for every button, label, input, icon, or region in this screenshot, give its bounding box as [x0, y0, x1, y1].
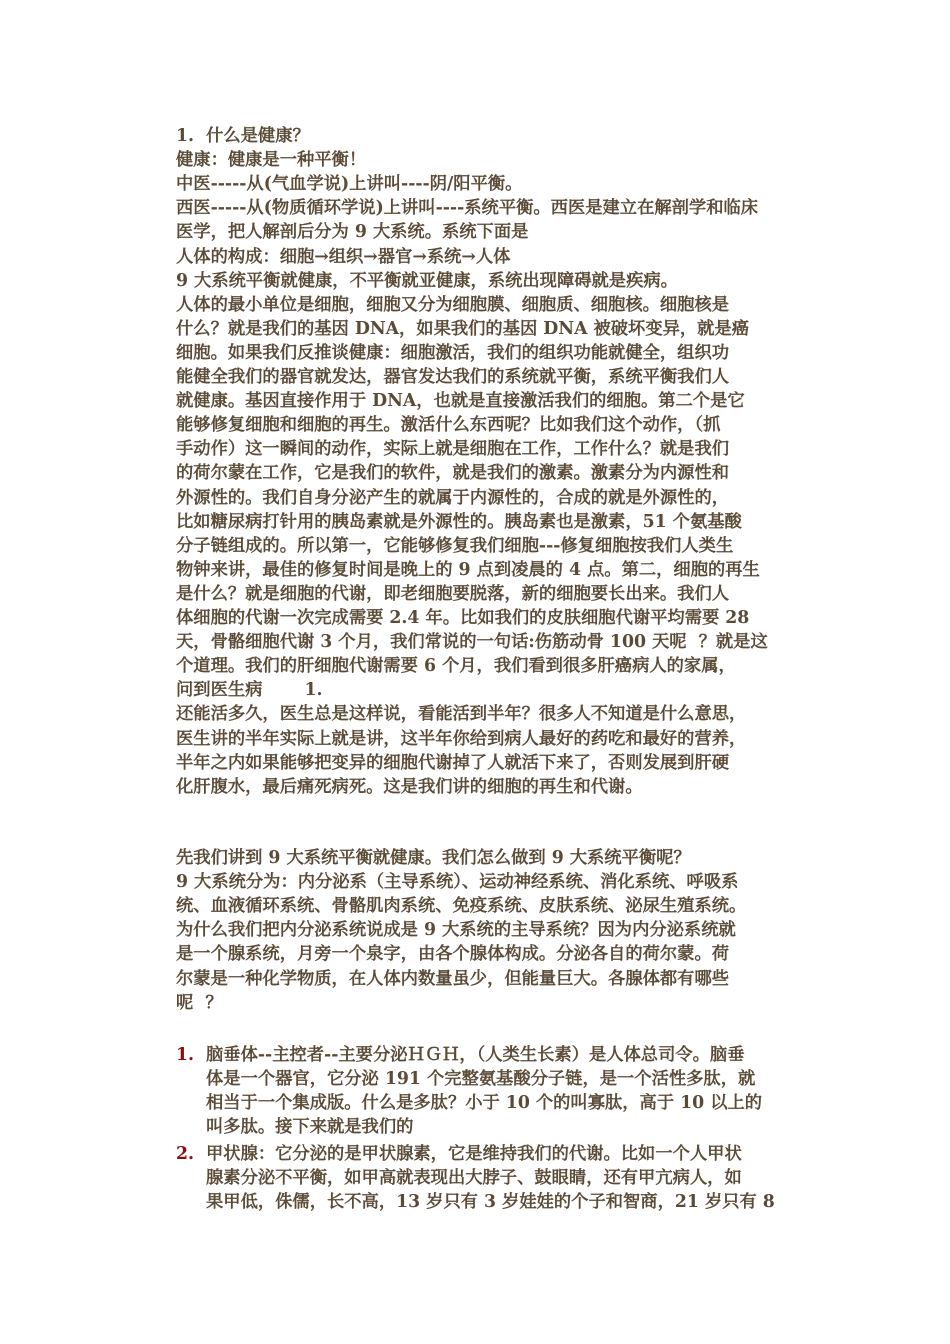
paragraph-line: 健康：健康是一种平衡！	[176, 150, 367, 171]
paragraph-line: 就健康。基因直接作用于 DNA，也就是直接激活我们的细胞。第二个是它	[176, 391, 745, 412]
paragraph-line: 为什么我们把内分泌系统说成是 9 大系统的主导系统？因为内分泌系统就	[176, 920, 736, 941]
paragraph-line: 问到医生病 1.	[176, 680, 323, 701]
list-number: 2.	[176, 1144, 195, 1164]
paragraph-line: 细胞。如果我们反推谈健康：细胞激活，我们的组织功能就健全，组织功	[176, 342, 730, 363]
paragraph-line: 体细胞的代谢一次完成需要 2.4 年。比如我们的皮肤细胞代谢平均需要 28	[176, 608, 750, 628]
paragraph-line: 能健全我们的器官就发达，器官发达我们的系统就平衡，系统平衡我们人	[176, 367, 730, 387]
paragraph-line: 外源性的。我们自身分泌产生的就属于内源性的，合成的就是外源性的，	[176, 487, 730, 508]
paragraph-line: 还能活多久，医生总是这样说，看能活到半年？很多人不知道是什么意思，	[176, 704, 747, 725]
paragraph-line: 西医-----从(物质循环学说)上讲叫----系统平衡。西医是建立在解剖学和临床	[176, 198, 759, 219]
paragraph-line: 医学，把人解剖后分为 9 大系统。系统下面是	[176, 222, 529, 243]
list-item-line: 脑垂体--主控者--主要分泌ＨＧＨ，（人类生长素）是人体总司令。脑垂	[206, 1045, 745, 1065]
paragraph-line: 天，骨骼细胞代谢 3 个月，我们常说的一句话:伤筋动骨 100 天呢 ？就是这	[176, 632, 768, 653]
paragraph-line: 人体的构成：细胞→组织→器官→系统→人体	[176, 246, 511, 267]
paragraph-line: 医生讲的半年实际上就是讲，这半年你给到病人最好的药吃和最好的营养，	[176, 728, 747, 749]
paragraph-line: 个道理。我们的肝细胞代谢需要 6 个月，我们看到很多肝癌病人的家属，	[176, 656, 736, 677]
paragraph-line: 能够修复细胞和细胞的再生。激活什么东西呢？比如我们这个动作，（抓	[176, 415, 721, 436]
paragraph-line: 9 大系统分为：内分泌系（主导系统）、运动神经系统、消化系统、呼吸系	[176, 872, 739, 893]
list-item-line: 相当于一个集成版。什么是多肽？小于 10 个的叫寡肽，高于 10 以上的	[206, 1093, 763, 1114]
paragraph-line: 物钟来讲，最佳的修复时间是晚上的 9 点到凌晨的 4 点。第二，细胞的再生	[176, 559, 760, 580]
list-item-line: 体是一个器官，它分泌 191 个完整氨基酸分子链，是一个活性多肽，就	[206, 1069, 756, 1090]
paragraph-line: 尔蒙是一种化学物质，在人体内数量虽少，但能量巨大。各腺体都有哪些	[176, 968, 730, 989]
paragraph-line: 统、血液循环系统、骨骼肌肉系统、免疫系统、皮肤系统、泌尿生殖系统。	[176, 896, 747, 917]
paragraph-line: 什么？就是我们的基因 DNA，如果我们的基因 DNA 被破坏变异，就是癌	[176, 318, 750, 339]
paragraph-line: 中医-----从(气血学说)上讲叫----阴/阳平衡。	[176, 174, 523, 195]
list-item-line: 果甲低，侏儒，长不高，13 岁只有 3 岁娃娃的个子和智商，21 岁只有 8	[206, 1192, 775, 1213]
paragraph-line: 人体的最小单位是细胞，细胞又分为细胞膜、细胞质、细胞核。细胞核是	[176, 294, 730, 315]
list-item-line: 叫多肽。接下来就是我们的	[206, 1117, 414, 1138]
paragraph-line: 化肝腹水，最后痛死病死。这是我们讲的细胞的再生和代谢。	[176, 776, 643, 797]
paragraph-line: 是什么？就是细胞的代谢，即老细胞要脱落，新的细胞要长出来。我们人	[176, 583, 730, 604]
paragraph-line: 9 大系统平衡就健康，不平衡就亚健康，系统出现障碍就是疾病。	[176, 270, 678, 291]
paragraph-line: 的荷尔蒙在工作，它是我们的软件，就是我们的激素。激素分为内源性和	[176, 463, 730, 484]
paragraph-line: 是一个腺系统，月旁一个泉字，由各个腺体构成。分泌各自的荷尔蒙。荷	[176, 944, 730, 965]
paragraph-line: 手动作）这一瞬间的动作，实际上就是细胞在工作，工作什么？就是我们	[176, 439, 730, 460]
paragraph-line: 1. 什么是健康？	[176, 126, 310, 146]
paragraph-line: 半年之内如果能够把变异的细胞代谢掉了人就活下来了，否则发展到肝硬	[176, 752, 730, 773]
paragraph-line: 先我们讲到 9 大系统平衡就健康。我们怎么做到 9 大系统平衡呢？	[176, 848, 691, 868]
list-number: 1.	[176, 1045, 195, 1065]
list-item-line: 甲状腺：它分泌的是甲状腺素，它是维持我们的代谢。比如一个人甲状	[206, 1144, 742, 1164]
paragraph-line: 分子链组成的。所以第一，它能够修复我们细胞---修复细胞按我们人类生	[176, 535, 734, 556]
list-item-line: 腺素分泌不平衡，如甲高就表现出大脖子、鼓眼睛，还有甲亢病人，如	[206, 1168, 742, 1189]
paragraph-line: 呢 ？	[176, 992, 223, 1013]
paragraph-line: 比如糖尿病打针用的胰岛素就是外源性的。胰岛素也是激素，51 个氨基酸	[176, 511, 742, 532]
